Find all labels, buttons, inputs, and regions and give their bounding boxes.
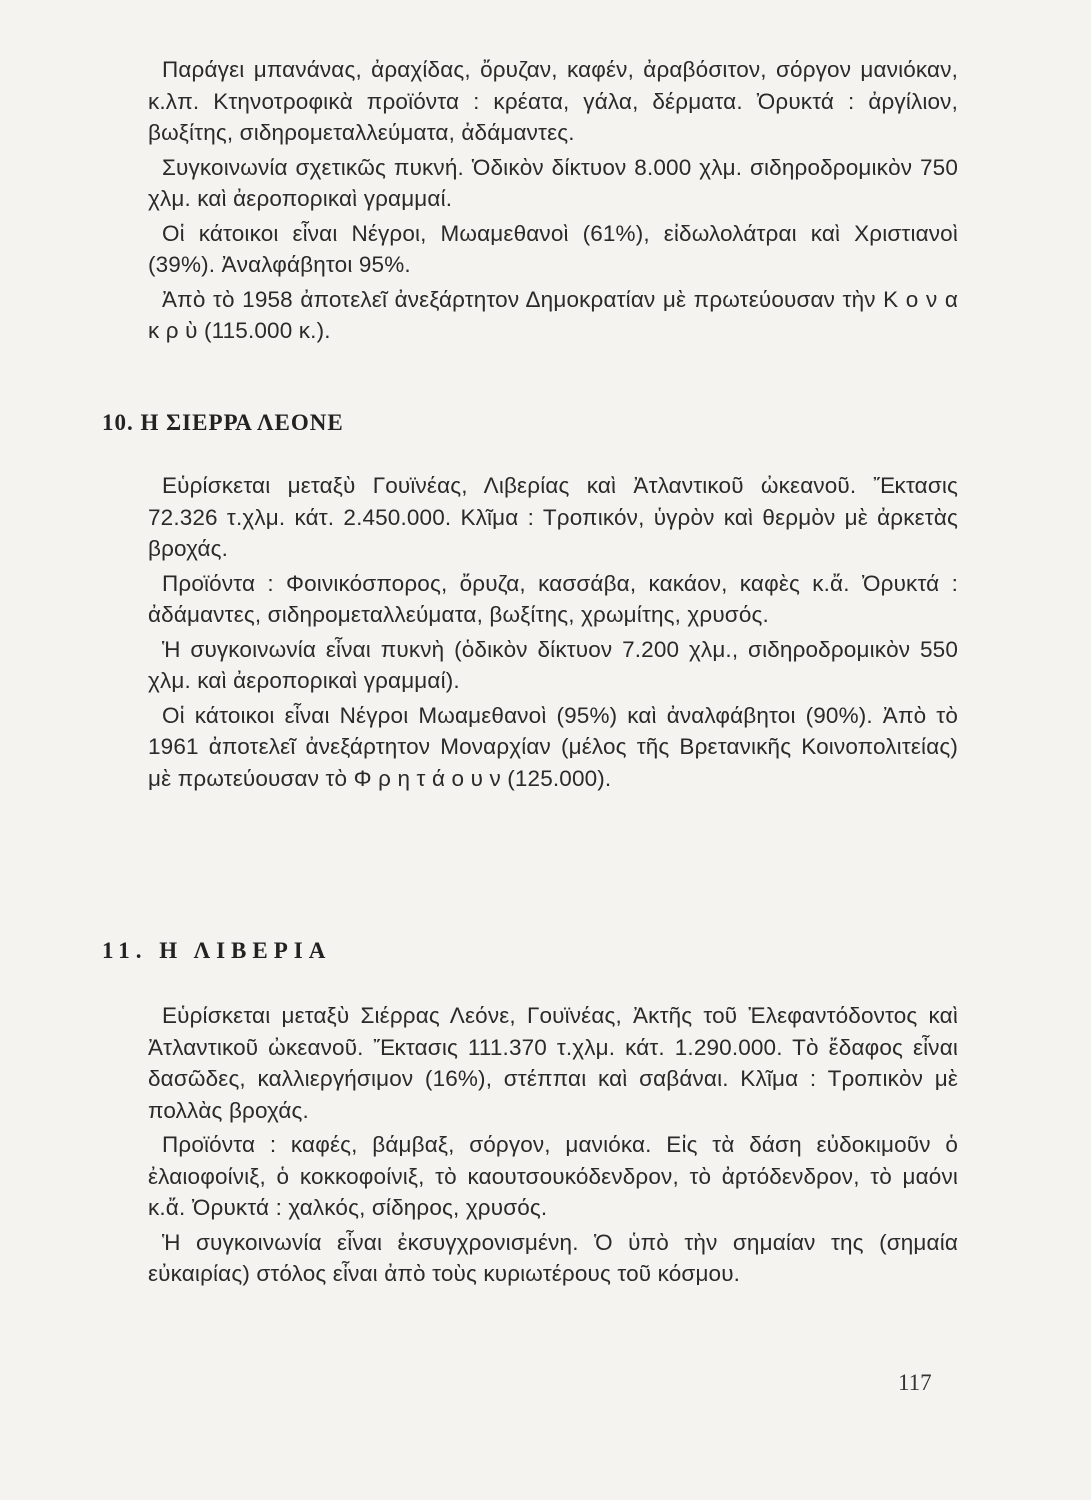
intro-text-block	[148, 54, 958, 347]
paragraph: Ἡ συγκοινωνία εἶναι πυκνὴ (ὁδικὸν δίκτυον 7.200 χλμ., σιδηροδρομικὸν 550 χλμ. καὶ ἀεροπορικαὶ γραμμαί).	[148, 636, 958, 693]
paragraph: Προϊόντα : καφές, βάμβαξ, σόργον, μανιόκα. Εἰς τὰ δάση εὐδοκιμοῦν ὁ ἐλαιοφοίνιξ, ὁ κοκκοφοίνιξ, τὸ καουτσουκόδενδρον, τὸ ἀρτόδενδρον, τὸ μαόνι κ.ἄ. Ὀρυκτά : χαλκός, σίδηρος, χρυσός.	[148, 1132, 958, 1220]
paragraph: Συγκοινωνία σχετικῶς πυκνή. Ὁδικὸν δίκτυον 8.000 χλμ. σιδηροδρομικὸν 750 χλμ. καὶ ἀεροπορικαὶ γραμμαί.	[148, 154, 958, 211]
paragraph: Ἡ συγκοινωνία εἶναι ἐκσυγχρονισμένη. Ὁ ὑπὸ τὴν σημαίαν της (σημαία εὐκαιρίας) στόλος εἶναι ἀπὸ τοὺς κυριωτέρους τοῦ κόσμου.	[148, 1229, 958, 1286]
sierra-leone-text-block	[148, 470, 958, 794]
paragraph: Οἱ κάτοικοι εἶναι Νέγροι, Μωαμεθανοὶ (61%), εἰδωλολάτραι καὶ Χριστιανοὶ (39%). Ἀναλφάβητοι 95%.	[148, 220, 958, 277]
paragraph: Οἱ κάτοικοι εἶναι Νέγροι Μωαμεθανοὶ (95%) καὶ ἀναλφάβητοι (90%). Ἀπὸ τὸ 1961 ἀποτελεῖ ἀνεξάρτητον Μοναρχίαν (μέλος τῆς Βρετανικῆς Κοινοπολιτείας) μὲ πρωτεύουσαν τὸ Φ ρ η τ ά ο υ ν (125.000).	[148, 702, 958, 791]
paragraph: Εὑρίσκεται μεταξὺ Σιέρρας Λεόνε, Γουϊνέας, Ἀκτῆς τοῦ Ἐλεφαντόδοντος καὶ Ἀτλαντικοῦ ὠκεανοῦ. Ἔκτασις 111.370 τ.χλμ. κάτ. 1.290.000. Τὸ ἔδαφος εἶναι δασῶδες, καλλιεργήσιμον (16%), στέππαι καὶ σαβάναι. Κλῖμα : Τροπικὸν μὲ πολλὰς βροχάς.	[148, 1003, 958, 1123]
paragraph: Προϊόντα : Φοινικόσπορος, ὄρυζα, κασσάβα, κακάον, καφὲς κ.ἄ. Ὀρυκτά : ἀδάμαντες, σιδηρομεταλλεύματα, βωξίτης, χρωμίτης, χρυσός.	[148, 570, 958, 627]
liberia-text-block	[148, 1000, 958, 1290]
page-number: 117	[898, 1370, 932, 1395]
section-heading-liberia: 11. Η ΛΙΒΕΡΙΑ	[102, 938, 332, 963]
paragraph: Ἀπὸ τὸ 1958 ἀποτελεῖ ἀνεξάρτητον Δημοκρατίαν μὲ πρωτεύουσαν τὴν Κ ο ν α κ ρ ὺ (115.000 κ.).	[148, 286, 958, 343]
section-heading-sierra-leone: 10. Η ΣΙΕΡΡΑ ΛΕΟΝΕ	[102, 410, 344, 435]
paragraph: Εὑρίσκεται μεταξὺ Γουϊνέας, Λιβερίας καὶ Ἀτλαντικοῦ ὠκεανοῦ. Ἔκτασις 72.326 τ.χλμ. κάτ. 2.450.000. Κλῖμα : Τροπικόν, ὑγρὸν καὶ θερμὸν μὲ ἀρκετὰς βροχάς.	[148, 473, 958, 561]
paragraph: Παράγει μπανάνας, ἀραχίδας, ὄρυζαν, καφέν, ἀραβόσιτον, σόργον μανιόκαν, κ.λπ. Κτηνοτροφικὰ προϊόντα : κρέατα, γάλα, δέρματα. Ὀρυκτά : ἀργίλιον, βωξίτης, σιδηρομεταλλεύματα, ἀδάμαντες.	[148, 57, 958, 145]
